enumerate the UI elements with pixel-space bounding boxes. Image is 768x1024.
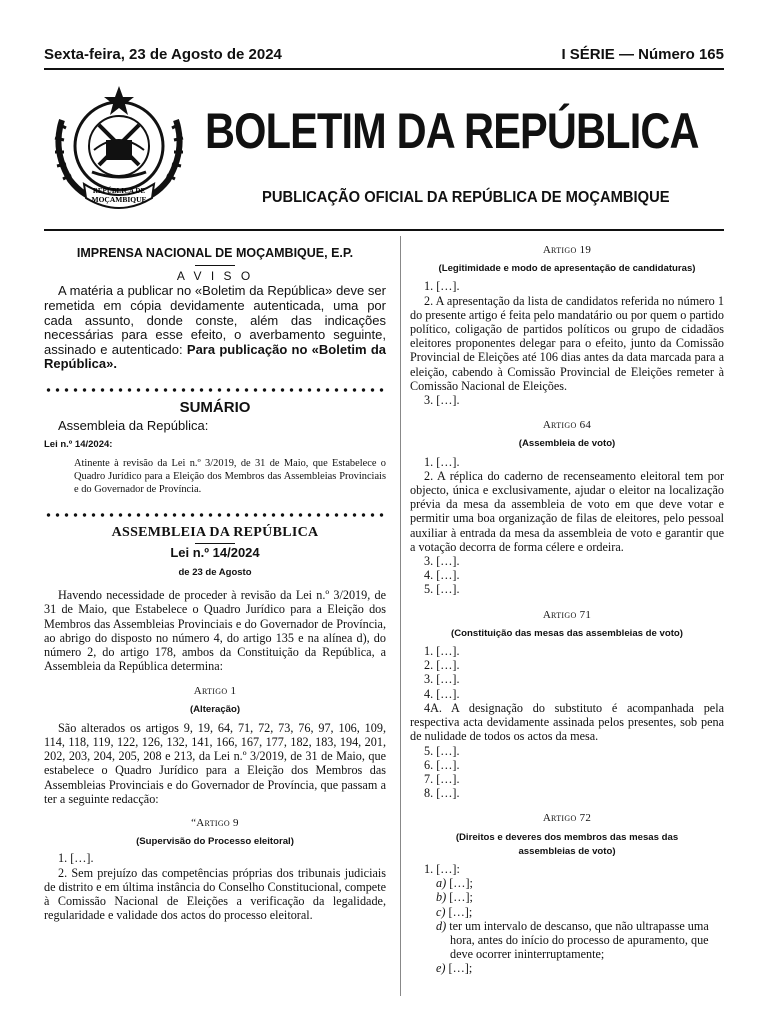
artigo-72-subtitle: (Direitos e deveres dos membros das mesas das assembleias de voto) [455, 831, 679, 857]
artigo-19-item-2: 2. A apresentação da lista de candidatos referida no número 1 do presente artigo é feita pelo mandatário ou por quem o partido político, coligação de partidos políticos ou grupo de cidadãos eleitores proponentes delegar para o efeito, junto da Comissão Provincial de Eleições até 106 dias antes da data marcada para a eleição, cabendo à Comissão Provincial de Eleições remeter à Comissão Nacional de Eleições. [410, 293, 724, 393]
artigo-64-subtitle: (Assembleia de voto) [518, 438, 616, 450]
artigo-72-item-1: 1. […]: [424, 861, 460, 876]
alinea-letter: a) [436, 876, 447, 891]
artigo-71-item-2: 2. […]. [424, 658, 460, 673]
masthead-rule [44, 229, 724, 231]
artigo-71-item-4a: 4A. A designação do substituto é acompanhada pela respectiva acta devidamente assinada pelos presentes, sob pena de nulidade de todos os actos da mesa. [410, 700, 724, 744]
artigo-71-title: Artigo 71 [542, 608, 592, 621]
artigo-71-item-4: 4. […]. [424, 686, 460, 701]
artigo-71-item-1: 1. […]. [424, 644, 460, 659]
right-column [410, 243, 724, 976]
artigo-71-item-8: 8. […]. [424, 786, 460, 801]
section-title: ASSEMBLEIA DA REPÚBLICA [111, 524, 319, 540]
aviso-heading: A V I S O [176, 269, 254, 284]
lei-date: de 23 de Agosto [178, 566, 252, 578]
artigo-19-subtitle: (Legitimidade e modo de apresentação de candidaturas) [438, 263, 696, 275]
artigo-19-title: Artigo 19 [542, 244, 592, 256]
artigo-64-item-5: 5. […]. [424, 582, 460, 597]
issue-series: I SÉRIE — Número 165 [561, 46, 724, 63]
artigo-19-item-3: 3. […]. [424, 393, 460, 408]
alinea-text: […]; [449, 890, 473, 905]
sumario-description: Atinente à revisão da Lei n.º 3/2019, de 31 de Maio, que Estabelece o Quadro Jurídico para a Eleição dos Membros das Assembleias Provinciais e do Governador de Província. [74, 457, 386, 495]
header-rule [44, 68, 724, 70]
artigo-19-item-1: 1. […]. [424, 279, 460, 294]
artigo-9-item-2: 2. Sem prejuízo das competências próprias dos tribunais judiciais de distrito e em última instância do Conselho Constitucional, compete à Comissão Nacional de Eleições a verificação da legalidade, regularidade e validade dos actos do processo eleitoral. [44, 865, 386, 923]
imprensa-heading: IMPRENSA NACIONAL DE MOÇAMBIQUE, E.P. [76, 246, 354, 260]
column-divider [400, 236, 401, 996]
short-rule [195, 265, 235, 266]
short-rule [195, 543, 235, 544]
emblem-text-2: MOÇAMBIQUE [91, 195, 147, 204]
artigo-9-title: “Artigo 9 [191, 817, 239, 830]
alinea-text: […]; [448, 904, 473, 919]
alinea-letter: b) [436, 890, 447, 905]
emblem-text-1: REPÚBLICA DE [92, 187, 146, 195]
issue-date: Sexta-feira, 23 de Agosto de 2024 [44, 46, 282, 63]
artigo-1-text: São alterados os artigos 9, 19, 64, 71, 72, 73, 76, 97, 106, 109, 114, 118, 119, 122, 126, 132, 141, 166, 167, 177, 182, 183, 194, 201, 202, 203, 204, 205, 208 e 213, da Lei n.º 3/2019, de 31 de Maio, que estabelece o Quadro Jurídico para a Eleição dos Membros das Assembleias Provinciais e do Governador de Província, que passam a ter a seguinte redacção: [44, 720, 386, 806]
sumario-lei: Lei n.º 14/2024: [44, 439, 113, 451]
alinea-letter: c) [436, 904, 446, 919]
artigo-64-title: Artigo 64 [542, 419, 592, 432]
sumario-section: Assembleia da República: [58, 418, 209, 434]
preamble-paragraph: Havendo necessidade de proceder à revisão da Lei n.º 3/2019, de 31 de Maio, que Estabelece o Quadro Jurídico para a Eleição dos Membros das Assembleias Provinciais e do Governador de Província, ao abrigo do disposto no número 4, do artigo 135 e na alínea d), do número 2, do artigo 178, ambos da Constituição da República, a Assembleia da República determina: [44, 588, 386, 674]
artigo-71-subtitle: (Constituição das mesas das assembleias de voto) [451, 627, 683, 639]
artigo-64-item-3: 3. […]. [424, 554, 460, 569]
aviso-body: A matéria a publicar no «Boletim da República» deve ser remetida em cópia devidamente autenticada, uma por cada assunto, donde conste, além das indicações necessárias para esse efeito, o averbamento seguinte, assinado e autenticado: [44, 283, 386, 357]
artigo-72-alinea-e [410, 961, 724, 975]
artigo-72-alinea-b [410, 890, 724, 904]
artigo-64-item-4: 4. […]. [424, 568, 460, 583]
artigo-1-title: Artigo 1 [193, 685, 237, 698]
alinea-letter: e) [436, 961, 446, 976]
artigo-72-alinea-a [410, 876, 724, 890]
sumario-heading: SUMÁRIO [179, 398, 251, 416]
coat-of-arms-emblem [44, 80, 194, 215]
artigo-72-alinea-c [410, 905, 724, 919]
artigo-71-item-3: 3. […]. [424, 672, 460, 687]
artigo-1-subtitle: (Alteração) [189, 703, 241, 715]
artigo-71-item-7: 7. […]. [424, 771, 460, 786]
alinea-text: […]; [449, 876, 473, 891]
alinea-text: […]; [448, 961, 473, 976]
artigo-9-item-1: 1. […]. [58, 851, 94, 866]
masthead-title: BOLETIM DA REPÚBLICA [205, 103, 699, 159]
dotted-divider [44, 510, 386, 520]
artigo-64-item-1: 1. […]. [424, 454, 460, 469]
artigo-72-title: Artigo 72 [542, 812, 592, 825]
dotted-divider [44, 385, 386, 395]
artigo-71-item-5: 5. […]. [424, 743, 460, 758]
artigo-64-item-2: 2. A réplica do caderno de recenseamento eleitoral tem por objecto, única e exclusivamente, ajudar o eleitor na localização prévia da mesa da assembleia de voto em que deve votar e permitir uma boa organização de filas de eleitores, pelo pessoal auxiliar à entrada da mesa da assembleia de voto e garantir que a votação decorra de forma célere e ordeira. [410, 468, 724, 554]
left-column [44, 240, 386, 922]
aviso-text [44, 284, 386, 372]
masthead-subtitle: PUBLICAÇÃO OFICIAL DA REPÚBLICA DE MOÇAMBIQUE [262, 189, 670, 206]
artigo-72-alinea-d [410, 919, 724, 962]
artigo-9-subtitle: (Supervisão do Processo eleitoral) [136, 836, 294, 848]
aviso-bold: Para publicação no «Boletim da República». [44, 341, 387, 372]
alinea-text: ter um intervalo de descanso, que não ultrapasse uma hora, antes do início do processo de apuramento, que deve ocorrer ininterruptamente; [449, 918, 709, 962]
alinea-letter: d) [436, 918, 447, 933]
lei-title: Lei n.º 14/2024 [170, 544, 260, 560]
artigo-71-item-6: 6. […]. [424, 757, 460, 772]
